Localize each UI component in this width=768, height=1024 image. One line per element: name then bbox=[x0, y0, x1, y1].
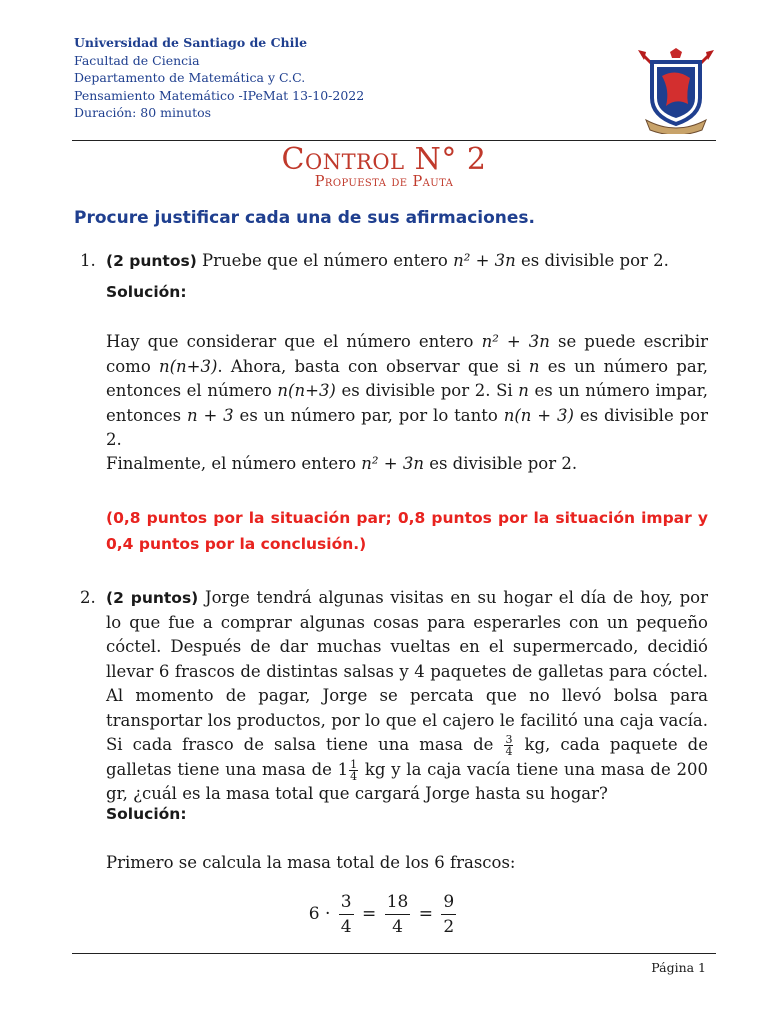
footer-divider bbox=[72, 953, 716, 954]
duration-line: Duración: 80 minutos bbox=[74, 105, 212, 120]
equation-fraction-2: $\frac{18}{4}$ bbox=[386, 892, 409, 937]
question-2-solution-text: Primero se calcula la masa total de los 6 frascos: bbox=[106, 853, 516, 872]
department-name: Departamento de Matemática y C.C. bbox=[74, 70, 306, 85]
fraction-three-quarters: $\frac{3}{4}$ bbox=[505, 733, 513, 758]
question-1-text: (2 puntos) Pruebe que el número entero n² + 3n es divisible por 2. bbox=[106, 251, 669, 270]
question-2-number: 2. bbox=[80, 588, 96, 607]
question-2-points: (2 puntos) bbox=[106, 589, 199, 607]
question-1-solution-paragraph: Hay que considerar que el número entero n² + 3n se puede escribir como n(n+3). Ahora, basta con observar que si n es un número par, entonces el número n(n+3) es divisible por 2. Si n es un número impar, entonces n + 3 es un número par, por lo tanto n(n + 3) es divisible por 2. bbox=[106, 332, 709, 449]
header-block bbox=[74, 34, 364, 122]
equation-fraction-1: $\frac{3}{4}$ bbox=[340, 892, 352, 937]
page-number: Página 1 bbox=[651, 960, 706, 975]
course-line: Pensamiento Matemático -IPeMat 13-10-2022 bbox=[74, 87, 365, 103]
question-1-conclusion: Finalmente, el número entero n² + 3n es divisible por 2. bbox=[106, 454, 578, 473]
fraction-one-quarter: $\frac{1}{4}$ bbox=[350, 757, 358, 783]
header-divider bbox=[72, 140, 716, 141]
question-1-points: (2 puntos) bbox=[106, 252, 197, 270]
equation-frascos: 6 · $\frac{3}{4}$ = $\frac{18}{4}$ = $\frac{9}{2}$ bbox=[308, 892, 455, 937]
institution-name: Universidad de Santiago de Chile bbox=[74, 35, 308, 50]
faculty-name: Facultad de Ciencia bbox=[74, 52, 200, 68]
question-1-solution-label: Solución: bbox=[106, 283, 187, 301]
instruction-text: Procure justificar cada una de sus afirmaciones. bbox=[74, 208, 536, 228]
page-subtitle: Propuesta de Pauta bbox=[314, 174, 454, 190]
question-1-number: 1. bbox=[80, 251, 96, 270]
page-title: Control N° 2 bbox=[281, 142, 487, 177]
question-2-solution-label: Solución: bbox=[106, 805, 187, 823]
equation-fraction-3: $\frac{9}{2}$ bbox=[443, 892, 455, 937]
question-1-grading-note: (0,8 puntos por la situación par; 0,8 puntos por la situación impar y 0,4 puntos por la conclusión.) bbox=[106, 509, 708, 553]
university-crest-icon bbox=[636, 46, 716, 134]
question-2-text: (2 puntos) Jorge tendrá algunas visitas en su hogar el día de hoy, por lo que fue a comprar algunas cosas para esperarles con un pequeño cóctel. Después de dar muchas vueltas en el supermercado, decidió llevar 6 frascos de distintas salsas y 4 paquetes de galletas para cóctel. Al momento de pagar, Jorge se percata que no llevó bolsa para transportar los productos, por lo que el cajero le facilitó una caja vacía. Si cada frasco de salsa tiene una masa de $\frac{3}{4}$ kg, cada paquete de galletas tiene una masa de 1 $\frac{1}{4}$ kg y la caja vacía tiene una masa de 200 gr, ¿cuál es la masa total que cargará Jorge hasta su hogar? bbox=[106, 588, 709, 803]
